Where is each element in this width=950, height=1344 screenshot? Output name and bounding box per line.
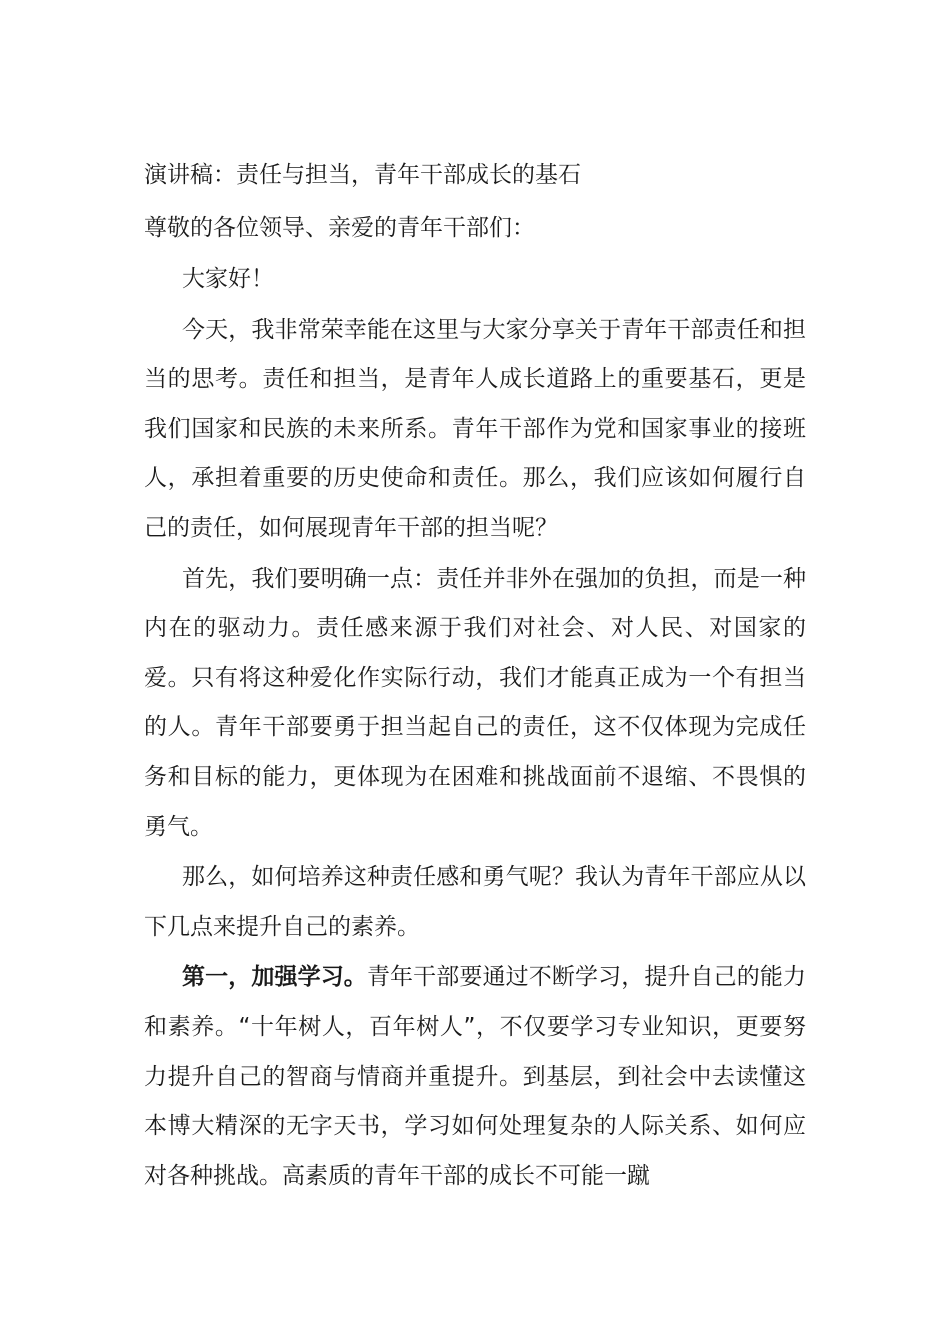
paragraph-4 bbox=[144, 953, 806, 1201]
greeting: 大家好！ bbox=[182, 266, 274, 292]
salutation: 尊敬的各位领导、亲爱的青年干部们： bbox=[144, 215, 535, 241]
paragraph-4-lead: 第一，加强学习。 bbox=[182, 964, 367, 991]
paragraph-3: 那么，如何培养这种责任感和勇气呢？我认为青年干部应从以下几点来提升自己的素养。 bbox=[144, 864, 806, 940]
document-body bbox=[144, 152, 806, 1202]
paragraph-2: 首先，我们要明确一点：责任并非外在强加的负担，而是一种内在的驱动力。责任感来源于我们对社会、对人民、对国家的爱。只有将这种爱化作实际行动，我们才能真正成为一个有担当的人。青年干部要勇于担当起自己的责任，这不仅体现为完成任务和目标的能力，更体现为在困难和挑战面前不退缩、不畏惧的勇气。 bbox=[144, 565, 806, 840]
paragraph-1: 今天，我非常荣幸能在这里与大家分享关于青年干部责任和担当的思考。责任和担当，是青年人成长道路上的重要基石，更是我们国家和民族的未来所系。青年干部作为党和国家事业的接班人，承担着重要的历史使命和责任。那么，我们应该如何履行自己的责任，如何展现青年干部的担当呢？ bbox=[144, 316, 806, 541]
paragraph-4-text: 青年干部要通过不断学习，提升自己的能力和素养。“十年树人，百年树人”，不仅要学习专业知识，更要努力提升自己的智商与情商并重提升。到基层，到社会中去读懂这本博大精深的无字天书，学习如何处理复杂的人际关系、如何应对各种挑战。高素质的青年干部的成长不可能一蹴 bbox=[144, 964, 807, 1189]
document-title: 演讲稿：责任与担当，青年干部成长的基石 bbox=[144, 162, 581, 188]
